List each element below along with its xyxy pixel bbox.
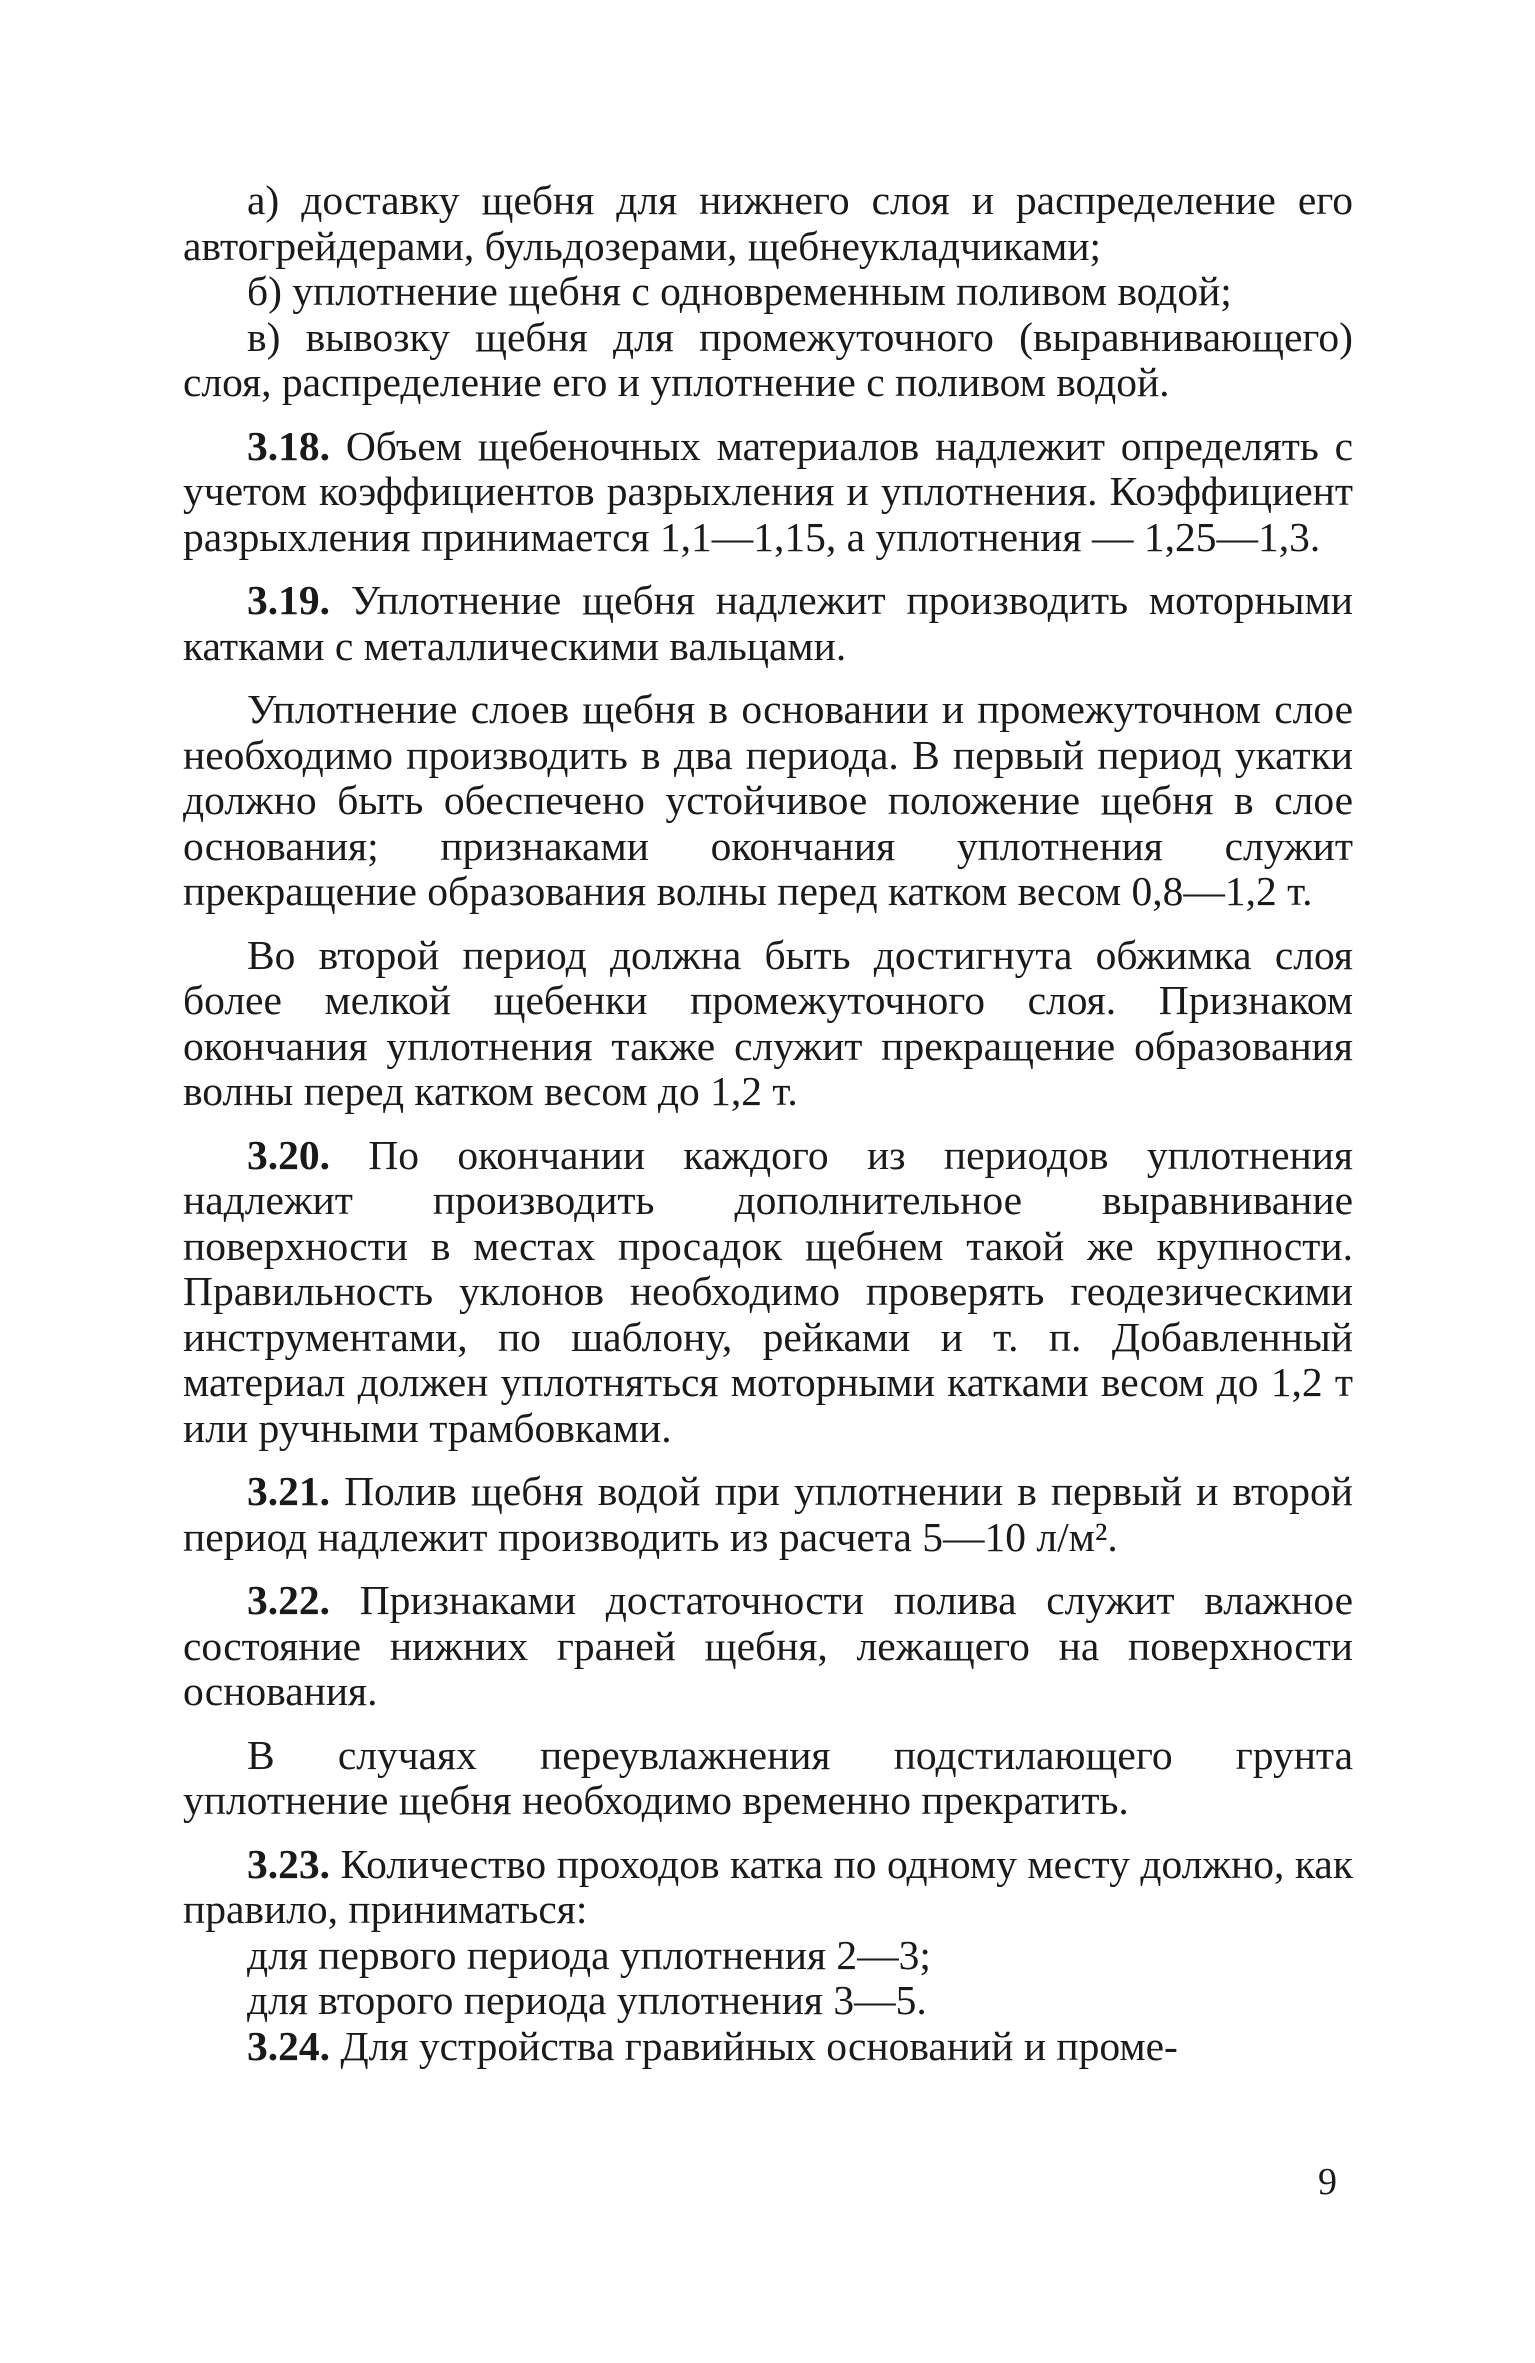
list-item-first-period: для первого периода уплотнения 2—3; [247,1931,931,1978]
paragraph-compaction-periods: Уплотнение слоев щебня в основании и промежуточном слое необходимо производить в два периода. В первый период укатки должно быть обеспечено устойчивое положение щебня в слое основания; признаками окончания уплотнения служит прекращение образования волны перед катком весом 0,8—1,2 т. [183,686,1353,914]
page-body [183,178,1353,2069]
paragraph-overwetting: В случаях переувлажнения подстилающего грунта уплотнение щебня необходимо временно прекратить. [183,1731,1353,1823]
clause-3-19: 3.19. Уплотнение щебня надлежит производить моторными катками с металлическими вальцами. [183,577,1353,669]
clause-3-21: 3.21. Полив щебня водой при уплотнении в первый и второй период надлежит производить из расчета 5—10 л/м². [183,1468,1353,1560]
clause-3-24: 3.24. Для устройства гравийных оснований и проме- [247,2022,1178,2069]
clause-number: 3.24. [247,2022,330,2069]
page-number: 9 [1318,2161,1337,2203]
list-item-second-period: для второго периода уплотнения 3—5. [247,1977,927,2023]
list-item-a: а) доставку щебня для нижнего слоя и распределение его автогрейдерами, бульдозерами, щебнеукладчиками; [183,177,1353,269]
clause-3-23: 3.23. Количество проходов катка по одному месту должно, как правило, приниматься: [183,1840,1353,1932]
clause-3-18: 3.18. Объем щебеночных материалов надлежит определять с учетом коэффициентов разрыхления и уплотнения. Коэффициент разрыхления принимается 1,1—1,15, а уплотнения — 1,25—1,3. [183,422,1353,560]
clause-number: 3.21. [247,1468,330,1514]
list-item-c: в) вывозку щебня для промежуточного (выравнивающего) слоя, распределение его и уплотнение с поливом водой. [183,313,1353,405]
clause-number: 3.22. [247,1577,330,1623]
clause-number: 3.23. [247,1840,330,1887]
list-item-b: б) уплотнение щебня с одновременным поливом водой; [247,268,1232,314]
clause-number: 3.20. [247,1131,330,1178]
clause-3-20: 3.20. По окончании каждого из периодов уплотнения надлежит производить дополнительное выравнивание поверхности в местах просадок щебнем такой же крупности. Правильность уклонов необходимо проверять геодезическими инструментами, по шаблону, рейками и т. п. Добавленный материал должен уплотняться моторными катками весом до 1,2 т или ручными трамбовками. [183,1131,1353,1451]
clause-number: 3.19. [247,577,330,623]
paragraph-second-period: Во второй период должна быть достигнута обжимка слоя более мелкой щебенки промежуточного слоя. Признаком окончания уплотнения также служит прекращение образования волны перед катком весом до 1,2 т. [183,931,1353,1114]
clause-3-22: 3.22. Признаками достаточности полива служит влажное состояние нижних граней щебня, лежащего на поверхности основания. [183,1577,1353,1714]
clause-number: 3.18. [247,422,330,469]
